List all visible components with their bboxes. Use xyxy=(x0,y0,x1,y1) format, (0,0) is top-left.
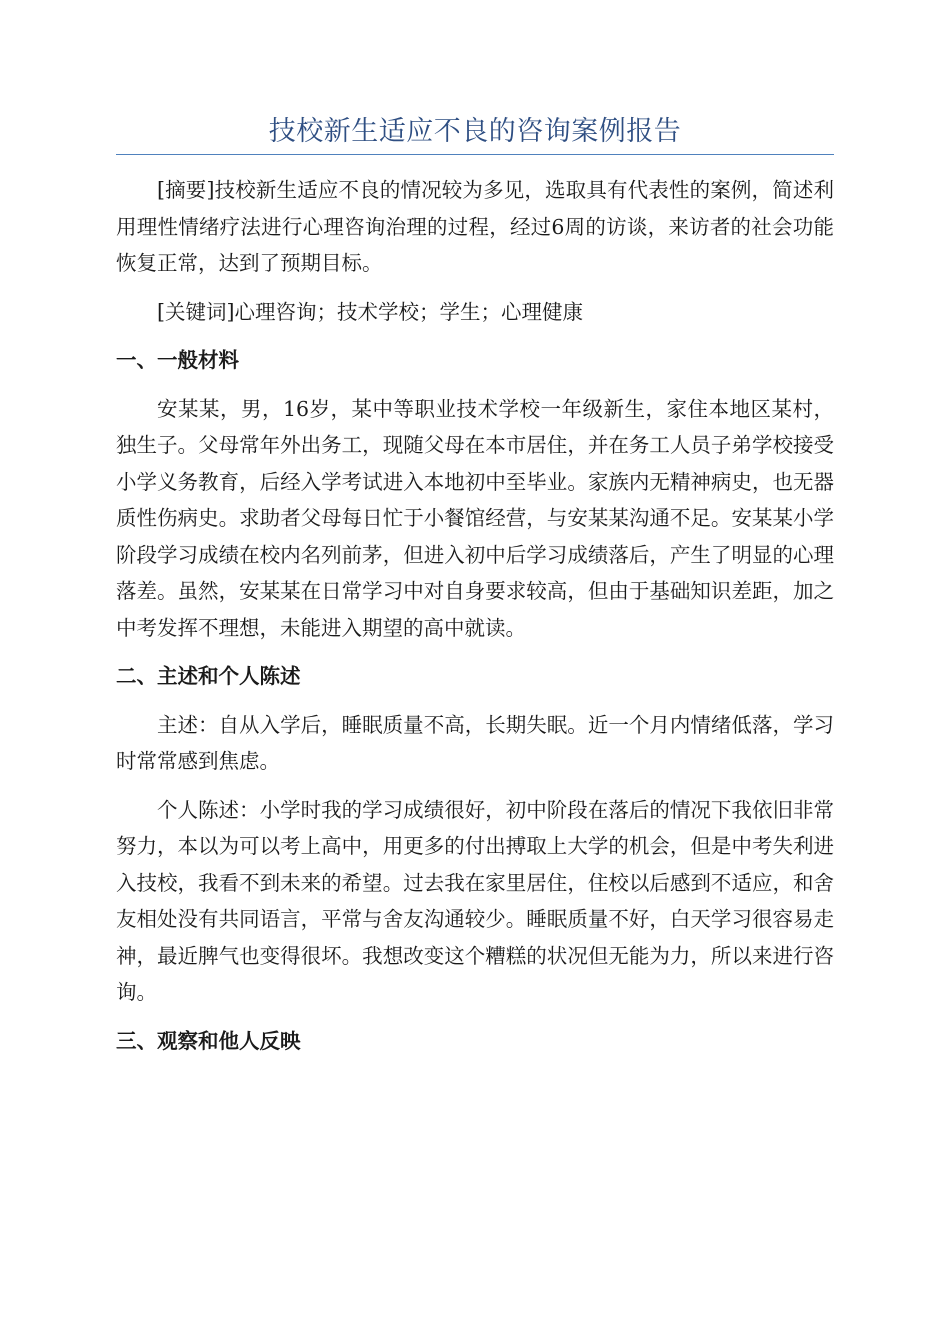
section-heading-observation: 三、观察和他人反映 xyxy=(116,1028,301,1053)
abstract-paragraph: [摘要]技校新生适应不良的情况较为多见，选取具有代表性的案例，简述利用理性情绪疗法进行心理咨询治理的过程，经过6周的访谈，来访者的社会功能恢复正常，达到了预期目标。 xyxy=(116,178,834,275)
document-page xyxy=(116,0,834,1059)
section-heading-statements: 二、主述和个人陈述 xyxy=(116,664,301,688)
chief-complaint-paragraph: 主述：自从入学后，睡眠质量不高，长期失眠。近一个月内情绪低落，学习时常常感到焦虑。 xyxy=(116,712,834,773)
document-title: 技校新生适应不良的咨询案例报告 xyxy=(268,116,682,147)
general-info-paragraph: 安某某，男，16岁，某中等职业技术学校一年级新生，家住本地区某村，独生子。父母常年外出务工，现随父母在本市居住，并在务工人员子弟学校接受小学义务教育，后经入学考试进入本地初中至毕业。家族内无精神病史，也无器质性伤病史。求助者父母每日忙于小餐馆经营，与安某某沟通不足。安某某小学阶段学习成绩在校内名列前茅，但进入初中后学习成绩落后，产生了明显的心理落差。虽然，安某某在日常学习中对自身要求较高，但由于基础知识差距，加之中考发挥不理想，未能进入期望的高中就读。 xyxy=(116,396,834,640)
section-heading-general-info: 一、一般材料 xyxy=(116,348,239,372)
personal-statement-paragraph: 个人陈述：小学时我的学习成绩很好，初中阶段在落后的情况下我依旧非常努力，本以为可以考上高中，用更多的付出搏取上大学的机会，但是中考失利进入技校，我看不到未来的希望。过去我在家里居住，住校以后感到不适应，和舍友相处没有共同语言，平常与舍友沟通较少。睡眠质量不好，白天学习很容易走神，最近脾气也变得很坏。我想改变这个糟糕的状况但无能为力，所以来进行咨询。 xyxy=(116,797,834,1004)
keywords-paragraph: [关键词]心理咨询；技术学校；学生；心理健康 xyxy=(157,299,583,324)
